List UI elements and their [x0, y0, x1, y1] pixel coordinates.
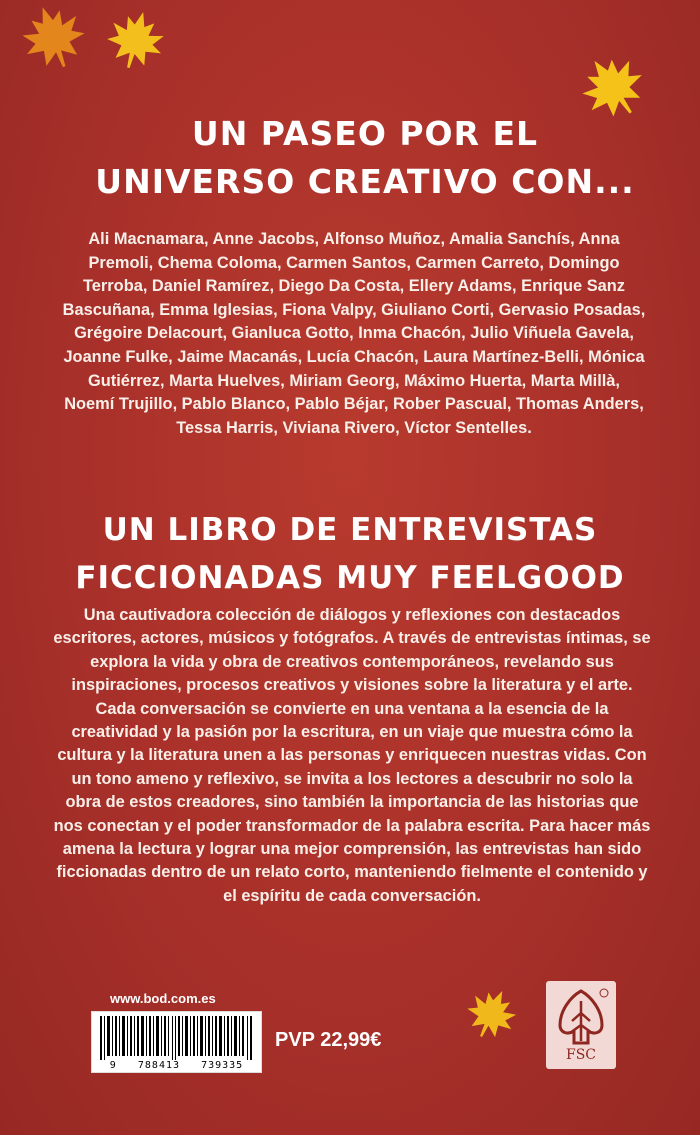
authors-list: Ali Macnamara, Anne Jacobs, Alfonso Muñoz, Amalia Sanchís, Anna Premoli, Chema Coloma, Carmen Santos, Carmen Carreto, Domingo Terroba, Daniel Ramírez, Diego Da Costa, Ellery Adams, Enrique Sanz Bascuñana, Emma Iglesias, Fiona Valpy, Giuliano Corti, Gervasio Posadas, Grégoire Delacourt, Gianluca Gotto, Inma Chacón, Julio Viñuela Gavela, Joanne Fulke, Jaime Macanás, Lucía Chacón, Laura Martínez-Belli, Mónica Gutiérrez, Marta Huelves, Miriam Georg, Máximo Huerta, Marta Millà, Noemí Trujillo, Pablo Blanco, Pablo Béjar, Rober Pascual, Thomas Anders, Tessa Harris, Viviana Rivero, Víctor Sentelles. — [62, 230, 646, 437]
fsc-tree-logo — [546, 983, 616, 1049]
maple-leaf-icon — [465, 985, 519, 1041]
heading-interviews: UN LIBRO DE ENTREVISTAS FICCIONADAS MUY FEELGOOD — [75, 512, 625, 596]
publisher-url: www.bod.com.es — [110, 991, 216, 1006]
maple-leaf-icon — [100, 8, 172, 70]
book-description: Una cautivadora colección de diálogos y reflexiones con destacados escritores, actores, músicos y fotógrafos. A través de entrevistas íntimas, se explora la vida y obra de creativos contemporáneos, revelando sus inspiraciones, procesos creativos y visiones sobre la literatura y el arte. Cada conversación se convierte en una ventana a la esencia de la creatividad y la pasión por la escritura, en un viaje que muestra cómo la cultura y la literatura unen a las personas y enriquecen nuestras vidas. Con un tono ameno y reflexivo, se invita a los lectores a descubrir no solo la obra de estos creadores, sino también la importancia de las historias que nos conectan y el poder transformador de la palabra escrita. Para hacer más amena la lectura y lograr una mejor comprensión, las entrevistas han sido ficcionadas dentro de un relato corto, manteniendo fielmente el contenido y el espíritu de cada conversación. — [53, 606, 651, 905]
heading-universe: UN PASEO POR EL UNIVERSO CREATIVO CON... — [95, 114, 635, 201]
price-label: PVP 22,99€ — [275, 1029, 382, 1051]
fsc-logo — [546, 981, 616, 1069]
maple-leaf-icon — [18, 2, 88, 70]
barcode-number: 9 788413 739335 — [92, 1060, 261, 1071]
fsc-label: FSC — [565, 1047, 597, 1063]
barcode — [91, 1011, 262, 1073]
